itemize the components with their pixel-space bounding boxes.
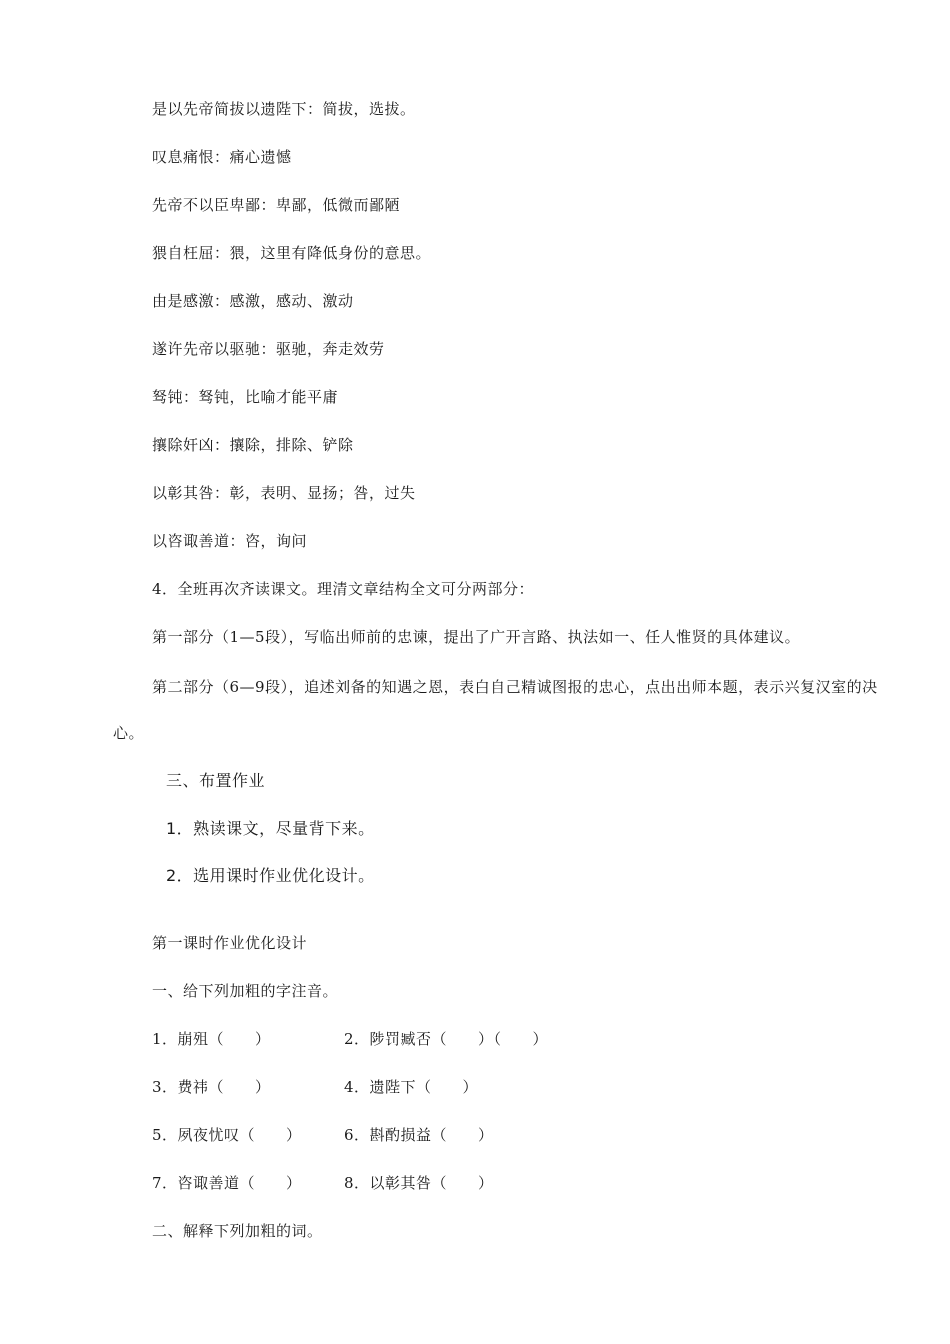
structure-part-one: 第一部分（1—5段），写临出师前的忠谏，提出了广开言路、执法如一、任人惟贤的具体建议。	[152, 628, 801, 646]
vocab-note: 是以先帝简拔以遗陛下：简拔，选拔。	[152, 100, 416, 118]
homework-item: 1．熟读课文，尽量背下来。	[166, 819, 375, 838]
structure-part-two: 第二部分（6—9段），追述刘备的知遇之恩，表白自己精诚图报的忠心，点出出师本题，表示兴复汉室的决心。	[113, 678, 878, 742]
vocab-note: 先帝不以臣卑鄙：卑鄙，低微而鄙陋	[152, 196, 401, 214]
exercise-item: 8．以彰其咎（ ）	[344, 1174, 494, 1192]
exercise-item: 1．崩殂（ ）	[152, 1030, 271, 1048]
exercise-item: 2．陟罚臧否（ ）（ ）	[344, 1030, 549, 1048]
vocab-note: 叹息痛恨：痛心遗憾	[152, 148, 292, 166]
vocab-note: 驽钝：驽钝，比喻才能平庸	[152, 388, 339, 406]
exercise-section-two: 二、解释下列加粗的词。	[152, 1222, 323, 1240]
exercise-section-one: 一、给下列加粗的字注音。	[152, 982, 339, 1000]
vocab-note: 遂许先帝以驱驰：驱驰，奔走效劳	[152, 340, 385, 358]
vocab-note: 以彰其咎：彰，表明、显扬；咎，过失	[152, 484, 416, 502]
homework-item: 2．选用课时作业优化设计。	[166, 866, 375, 885]
step-four: 4．全班再次齐读课文。理清文章结构全文可分两部分：	[152, 580, 535, 598]
exercise-title: 第一课时作业优化设计	[152, 934, 308, 952]
vocab-note: 由是感激：感激，感动、激动	[152, 292, 354, 310]
exercise-item: 6．斟酌损益（ ）	[344, 1126, 494, 1144]
exercise-item: 4．遗陛下（ ）	[344, 1078, 479, 1096]
exercise-item: 7．咨诹善道（ ）	[152, 1174, 302, 1192]
exercise-item: 5．夙夜忧叹（ ）	[152, 1126, 302, 1144]
vocab-note: 猥自枉屈：猥，这里有降低身份的意思。	[152, 244, 432, 262]
vocab-note: 以咨诹善道：咨，询问	[152, 532, 308, 550]
homework-heading: 三、布置作业	[166, 771, 266, 790]
exercise-item: 3．费祎（ ）	[152, 1078, 271, 1096]
vocab-note: 攘除奸凶：攘除，排除、铲除	[152, 436, 354, 454]
